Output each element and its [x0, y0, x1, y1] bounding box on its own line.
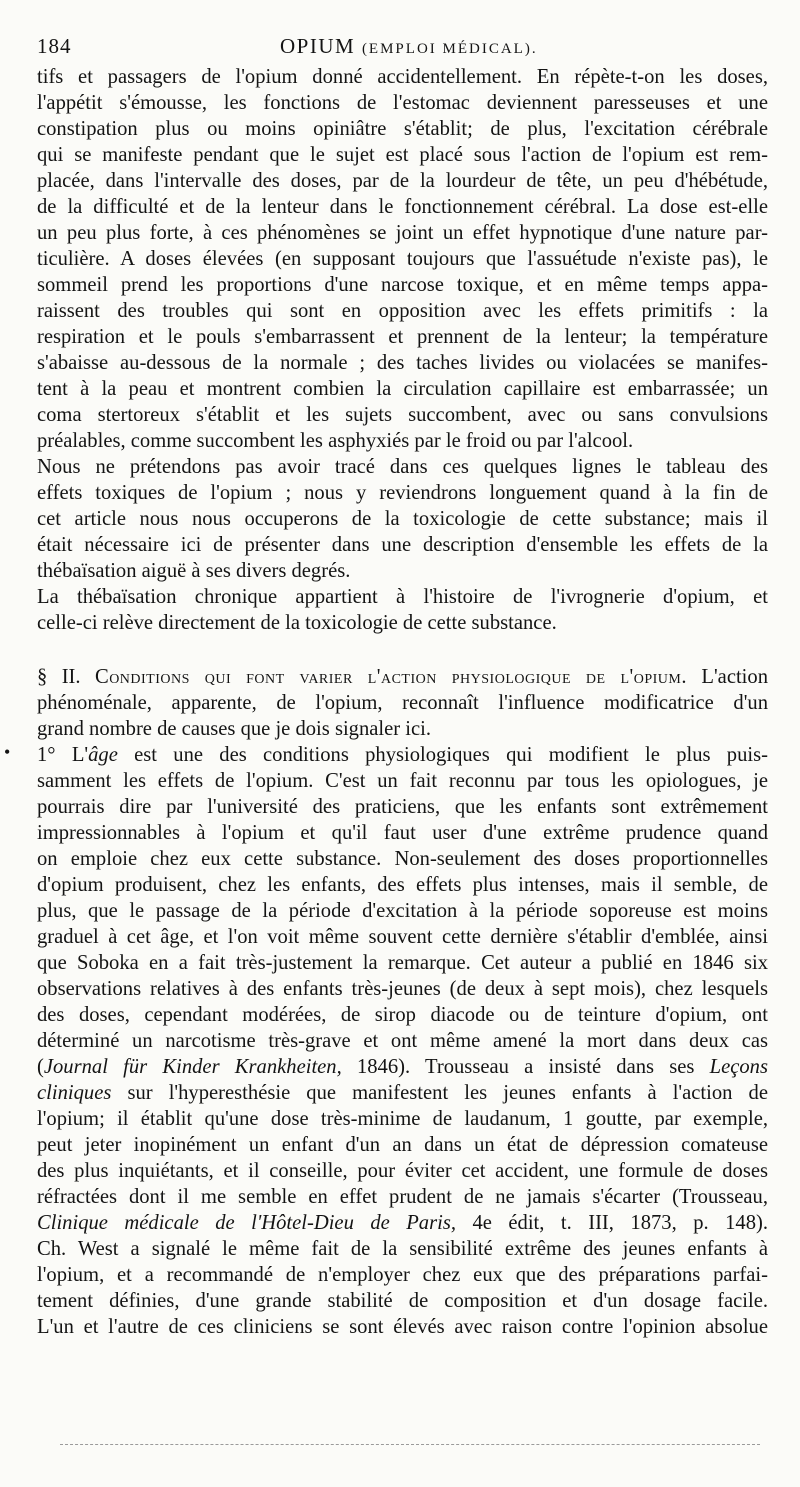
- text-line: thébaïsation aiguë à ses divers degrés.: [37, 560, 351, 582]
- text-line: cet article nous nous occuperons de la toxicologie de cette substance; mais il: [37, 508, 768, 530]
- text-line: pourrais dire par l'université des praticiens, que les enfants sont extrêmement: [37, 796, 768, 818]
- text-line: l'opium; il établit qu'une dose très-minime de laudanum, 1 goutte, par exemple,: [37, 1108, 768, 1130]
- book-title: Clinique médicale de l'Hôtel-Dieu de Paris,: [37, 1212, 457, 1234]
- running-title-main: OPIUM: [280, 34, 356, 58]
- text-fragment: 1846). Trousseau a insisté dans ses: [341, 1056, 710, 1078]
- text-line: était nécessaire ici de présenter dans une description d'ensemble les effets de la: [37, 534, 768, 556]
- text-line: impressionnables à l'opium et qu'il faut user d'une extrême prudence quand: [37, 822, 768, 844]
- text-line: l'opium, et a recommandé de n'employer chez eux que des préparations parfai-: [37, 1264, 768, 1286]
- citation-line: [37, 1210, 768, 1236]
- text-line: tifs et passagers de l'opium donné accidentellement. En répète-t-on les doses,: [37, 66, 768, 88]
- text-line: celle-ci relève directement de la toxicologie de cette substance.: [37, 612, 557, 634]
- section-gap: [37, 636, 768, 664]
- text-line: graduel à cet âge, et l'on voit même souvent cette dernière s'établir d'emblée, ainsi: [37, 926, 768, 948]
- text-line: s'abaisse au-dessous de la normale ; des taches livides ou violacées se manifes-: [37, 352, 768, 374]
- text-line: des plus inquiétants, et il conseille, pour éviter cet accident, une formule de doses: [37, 1160, 768, 1182]
- section-number: § II.: [37, 666, 95, 688]
- text-line: L'un et l'autre de ces cliniciens se sont élevés avec raison contre l'opinion absolue: [37, 1316, 768, 1338]
- margin-mark: •: [4, 742, 11, 762]
- text-fragment: est une des conditions physiologiques qui modifient le plus puis-: [117, 744, 768, 766]
- text-fragment: L'action: [687, 666, 768, 688]
- text-line: [37, 1080, 768, 1106]
- text-line: sommeil prend les proportions d'une narcose toxique, et en même temps appa-: [37, 274, 768, 296]
- text-line: un peu plus forte, à ces phénomènes se joint un effet hypnotique d'une nature par-: [37, 222, 768, 244]
- text-line: préalables, comme succombent les asphyxiés par le froid ou par l'alcool.: [37, 430, 634, 452]
- text-line: [37, 742, 768, 768]
- page-number: 184: [37, 34, 72, 58]
- text-line: l'appétit s'émousse, les fonctions de l'estomac deviennent paresseuses et une: [37, 92, 768, 114]
- running-title: [280, 34, 538, 59]
- text-fragment: 4e édit, t. III, 1873, p. 148).: [456, 1212, 769, 1234]
- book-title: Leçons: [709, 1056, 768, 1078]
- text-line: plus, que le passage de la période d'excitation à la période soporeuse est moins: [37, 900, 768, 922]
- citation-line: [37, 1054, 768, 1080]
- text-line: qui se manifeste pendant que le sujet est placé sous l'action de l'opium est rem-: [37, 144, 768, 166]
- text-line: observations relatives à des enfants très-jeunes (de deux à sept mois), chez lesquels: [37, 978, 768, 1000]
- text-line: effets toxiques de l'opium ; nous y reviendrons longuement quand à la fin de: [37, 482, 768, 504]
- text-line: réfractées dont il me semble en effet prudent de ne jamais s'écarter (Trousseau,: [37, 1186, 768, 1208]
- text-line: tement définies, d'une grande stabilité de composition et d'un dosage facile.: [37, 1290, 768, 1312]
- text-fragment: (: [37, 1056, 44, 1078]
- text-fragment: sur l'hyperesthésie que manifestent les jeunes enfants à l'action de: [111, 1082, 768, 1104]
- running-title-sub: (EMPLOI MÉDICAL).: [361, 41, 538, 57]
- text-line: déterminé un narcotisme très-grave et ont même amené la mort dans deux cas: [37, 1030, 768, 1052]
- text-line: que Soboka en a fait très-justement la remarque. Cet auteur a publié en 1846 six: [37, 952, 768, 974]
- text-line: phénoménale, apparente, de l'opium, reconnaît l'influence modificatrice d'un: [37, 692, 768, 714]
- journal-title: Journal für Kinder Krankheiten,: [43, 1056, 342, 1078]
- text-line: constipation plus ou moins opiniâtre s'établit; de plus, l'excitation cérébrale: [37, 118, 768, 140]
- italic-term: âge: [88, 744, 118, 766]
- text-line: respiration et le pouls s'embarrassent et prennent de la lenteur; la température: [37, 326, 768, 348]
- text-line: on emploie chez eux cette substance. Non-seulement des doses proportionnelles: [37, 848, 768, 870]
- text-line: tent à la peau et montrent combien la circulation capillaire est embarrassée; un: [37, 378, 768, 400]
- book-title: cliniques: [37, 1082, 112, 1104]
- text-line: de la difficulté et de la lenteur dans le fonctionnement cérébral. La dose est-elle: [37, 196, 768, 218]
- running-header: [37, 34, 764, 60]
- text-line: La thébaïsation chronique appartient à l'histoire de l'ivrognerie d'opium, et: [37, 586, 768, 608]
- text-line: grand nombre de causes que je dois signaler ici.: [37, 718, 432, 740]
- footer-rule: [60, 1444, 760, 1445]
- text-line: ticulière. A doses élevées (en supposant toujours que l'assuétude n'existe pas), le: [37, 248, 768, 270]
- text-line: d'opium produisent, chez les enfants, des effets plus intenses, mais il semble, de: [37, 874, 768, 896]
- section-heading: Conditions qui font varier l'action physiologique de l'opium.: [94, 666, 687, 688]
- body-text: [37, 64, 768, 1340]
- text-line: placée, dans l'intervalle des doses, par de la lourdeur de tête, un peu d'hébétude,: [37, 170, 768, 192]
- section-heading-line: [37, 664, 768, 690]
- text-fragment: 1° L': [37, 744, 89, 766]
- text-line: Nous ne prétendons pas avoir tracé dans ces quelques lignes le tableau des: [37, 456, 768, 478]
- text-line: des doses, cependant modérées, de sirop diacode ou de teinture d'opium, ont: [37, 1004, 768, 1026]
- text-line: peut jeter inopinément un enfant d'un an dans un état de dépression comateuse: [37, 1134, 768, 1156]
- text-line: Ch. West a signalé le même fait de la sensibilité extrême des jeunes enfants à: [37, 1238, 768, 1260]
- text-line: samment les effets de l'opium. C'est un fait reconnu par tous les opiologues, je: [37, 770, 768, 792]
- text-line: coma stertoreux s'établit et les sujets succombent, avec ou sans convulsions: [37, 404, 768, 426]
- text-line: raissent des troubles qui sont en opposition avec les effets primitifs : la: [37, 300, 768, 322]
